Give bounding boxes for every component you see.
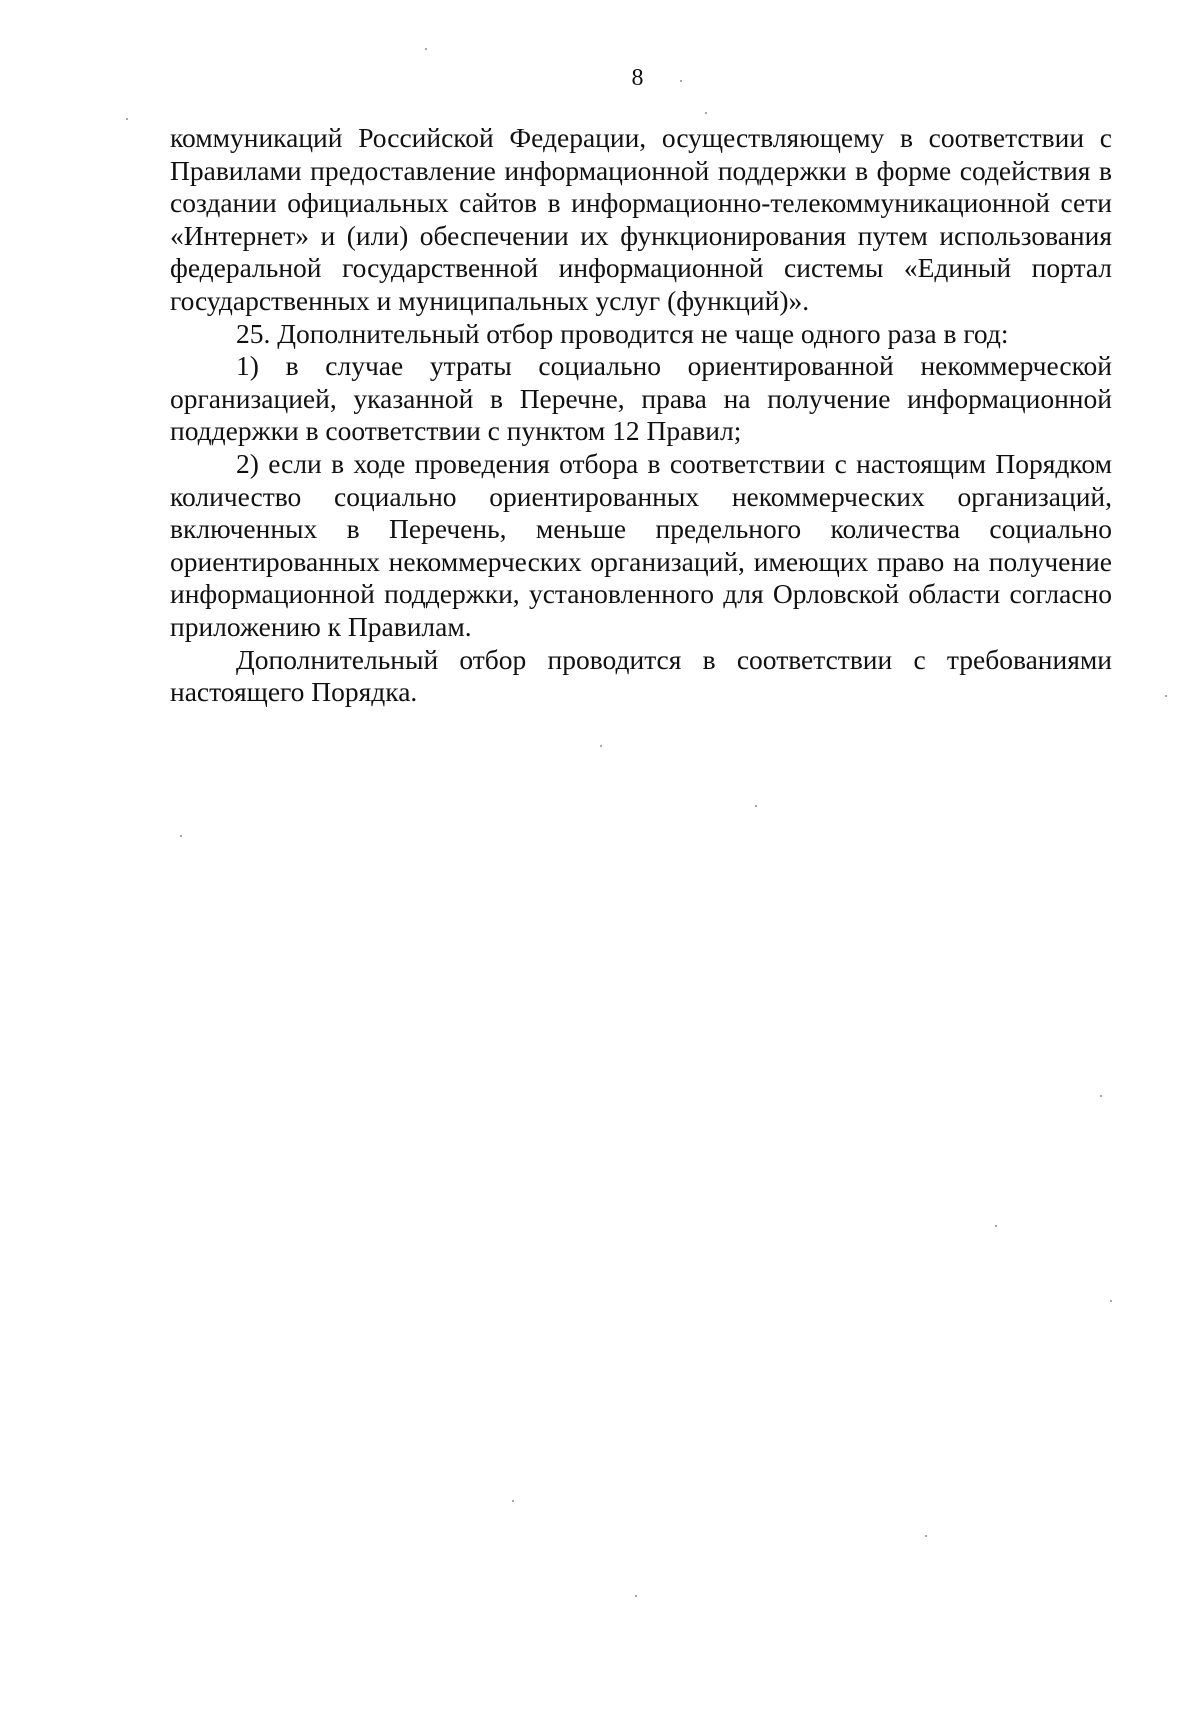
paragraph-subitem-2: 2) если в ходе проведения отбора в соответствии с настоящим Порядком количество социально ориентированных некоммерческих организаций, включенных в Перечень, меньше предельного количества социально ориентированных некоммерческих организаций, имеющих право на получение информационной поддержки, установленного для Орловской области согласно приложению к Правилам. [170, 447, 1112, 642]
scan-speck [180, 835, 182, 837]
scan-speck [680, 80, 682, 82]
scan-speck [1100, 1095, 1102, 1097]
scan-speck [425, 48, 427, 50]
paragraph-subitem-1: 1) в случае утраты социально ориентированной некоммерческой организацией, указанной в Перечне, права на получение информационной поддержки в соответствии с пунктом 12 Правил; [170, 350, 1112, 447]
paragraph-closing: Дополнительный отбор проводится в соответствии с требованиями настоящего Порядка. [170, 643, 1112, 708]
document-body [170, 122, 1112, 709]
scan-speck [600, 745, 602, 747]
scan-speck [1165, 695, 1167, 697]
page-number: 8 [631, 65, 644, 91]
scan-speck [512, 1500, 514, 1502]
scan-speck [995, 1225, 997, 1227]
scan-speck [705, 112, 707, 114]
scan-speck [925, 1535, 927, 1537]
scan-speck [126, 118, 128, 120]
paragraph-item-25: 25. Дополнительный отбор проводится не чаще одного раза в год: [236, 317, 1009, 349]
scan-speck [755, 805, 757, 807]
scan-speck [1110, 1300, 1112, 1302]
paragraph-continuation: коммуникаций Российской Федерации, осуществляющему в соответствии с Правилами предоставление информационной поддержки в форме содействия в создании официальных сайтов в информационно-телекоммуникационной сети «Интернет» и (или) обеспечении их функционирования путем использования федеральной государственной информационной системы «Единый портал государственных и муниципальных услуг (функций)». [170, 122, 1112, 316]
scan-speck [635, 1595, 637, 1597]
